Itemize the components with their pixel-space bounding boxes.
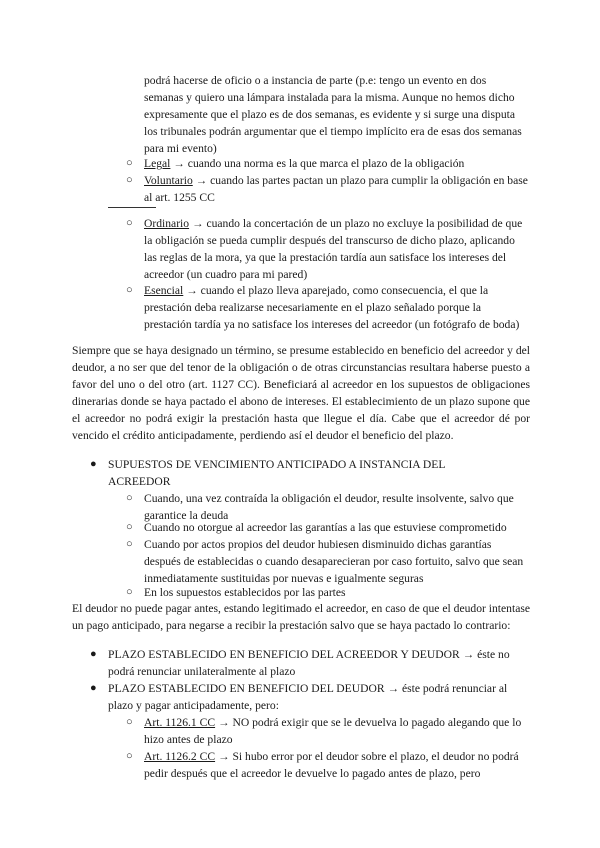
filled-bullet-icon: ● xyxy=(90,648,97,660)
hollow-bullet-icon: ○ xyxy=(126,521,133,533)
filled-bullet-icon: ● xyxy=(90,458,97,470)
filled-bullet-icon: ● xyxy=(90,682,97,694)
hollow-bullet-icon: ○ xyxy=(126,586,133,598)
list-item-legal: Legal → cuando una norma es la que marca el plazo de la obligación xyxy=(144,157,465,170)
paragraph-beneficio-termino: Siempre que se haya designado un término, se presume establecido en beneficio del acreedor y del deudor, a no ser que del tenor de la obligación o de otras circunstancias resultara haberse puesto a favor del uno o del otro (art. 1127 CC). Beneficiará al acreedor en los supuestos de obligaciones dinerarias donde se haya pactado el abono de intereses. El establecimiento de un plazo supone que el acreedor no podrá exigir la prestación hasta que llegue el día. Cabe que el acreedor dé por vencido el crédito anticipadamente, perdiendo así el deudor el beneficio del plazo. xyxy=(72,344,530,442)
term-voluntario: Voluntario xyxy=(144,174,193,187)
hollow-bullet-icon: ○ xyxy=(126,284,133,296)
heading-vencimiento-anticipado: SUPUESTOS DE VENCIMIENTO ANTICIPADO A INSTANCIA DEL ACREEDOR xyxy=(108,458,446,488)
separator-line xyxy=(108,207,156,208)
hollow-bullet-icon: ○ xyxy=(126,538,133,550)
list-item-actos-propios: Cuando por actos propios del deudor hubiesen disminuido dichas garantías después de establecidas o cuando desaparecieran por caso fortuito, salvo que sean inmediatamente sustituidas por nuevas e igualmente seguras xyxy=(144,538,524,585)
term-legal: Legal xyxy=(144,157,171,170)
list-item-art-1126-2: Art. 1126.2 CC → Si hubo error por el deudor sobre el plazo, el deudor no podrá pedir después que el acreedor le devuelve lo pagado antes de plazo, pero xyxy=(144,750,519,780)
term-ordinario: Ordinario xyxy=(144,217,190,230)
paragraph-pago-anticipado: El deudor no puede pagar antes, estando legitimado el acreedor, en caso de que el deudor intentase un pago anticipado, para negarse a recibir la prestación salvo que se haya pactado lo contrario: xyxy=(72,602,530,632)
continued-paragraph: podrá hacerse de oficio o a instancia de parte (p.e: tengo un evento en dos semanas y quiero una lámpara instalada para la misma. Aunque no hemos dicho expresamente que el plazo es de dos semanas, es evidente y si surge una disputa los tribunales podrán argumentar que el tiempo implícito era de esas dos semanas para mi evento) xyxy=(144,74,522,155)
list-item-insolvente: Cuando, una vez contraída la obligación el deudor, resulte insolvente, salvo que garantice la deuda xyxy=(144,492,514,522)
term-art-1126-2: Art. 1126.2 CC xyxy=(144,750,216,763)
hollow-bullet-icon: ○ xyxy=(126,750,133,762)
hollow-bullet-icon: ○ xyxy=(126,716,133,728)
term-esencial: Esencial xyxy=(144,284,184,297)
hollow-bullet-icon: ○ xyxy=(126,492,133,504)
list-item-supuestos-partes: En los supuestos establecidos por las partes xyxy=(144,586,346,599)
list-item-voluntario: Voluntario → cuando las partes pactan un plazo para cumplir la obligación en base al art. 1255 CC xyxy=(144,174,528,204)
list-item-beneficio-ambos: PLAZO ESTABLECIDO EN BENEFICIO DEL ACREEDOR Y DEUDOR → éste no podrá renunciar unilateralmente al plazo xyxy=(108,648,510,678)
hollow-bullet-icon: ○ xyxy=(126,174,133,186)
term-art-1126-1: Art. 1126.1 CC xyxy=(144,716,216,729)
list-item-garantias: Cuando no otorgue al acreedor las garantías a las que estuviese comprometido xyxy=(144,521,507,534)
list-item-art-1126-1: Art. 1126.1 CC → NO podrá exigir que se le devuelva lo pagado alegando que lo hizo antes de plazo xyxy=(144,716,522,746)
hollow-bullet-icon: ○ xyxy=(126,157,133,169)
list-item-esencial: Esencial → cuando el plazo lleva aparejado, como consecuencia, el que la prestación deba realizarse necesariamente en el plazo señalado porque la prestación tardía ya no satisface los intereses del acreedor (un fotógrafo de boda) xyxy=(144,284,520,331)
list-item-ordinario: Ordinario → cuando la concertación de un plazo no excluye la posibilidad de que la obligación se pueda cumplir después del transcurso de dicho plazo, aplicando las reglas de la mora, ya que la prestación tardía aun satisface los intereses del acreedor (un cuadro para mi pared) xyxy=(144,217,523,281)
hollow-bullet-icon: ○ xyxy=(126,217,133,229)
list-item-beneficio-deudor: PLAZO ESTABLECIDO EN BENEFICIO DEL DEUDOR → éste podrá renunciar al plazo y pagar anticipadamente, pero: xyxy=(108,682,508,712)
